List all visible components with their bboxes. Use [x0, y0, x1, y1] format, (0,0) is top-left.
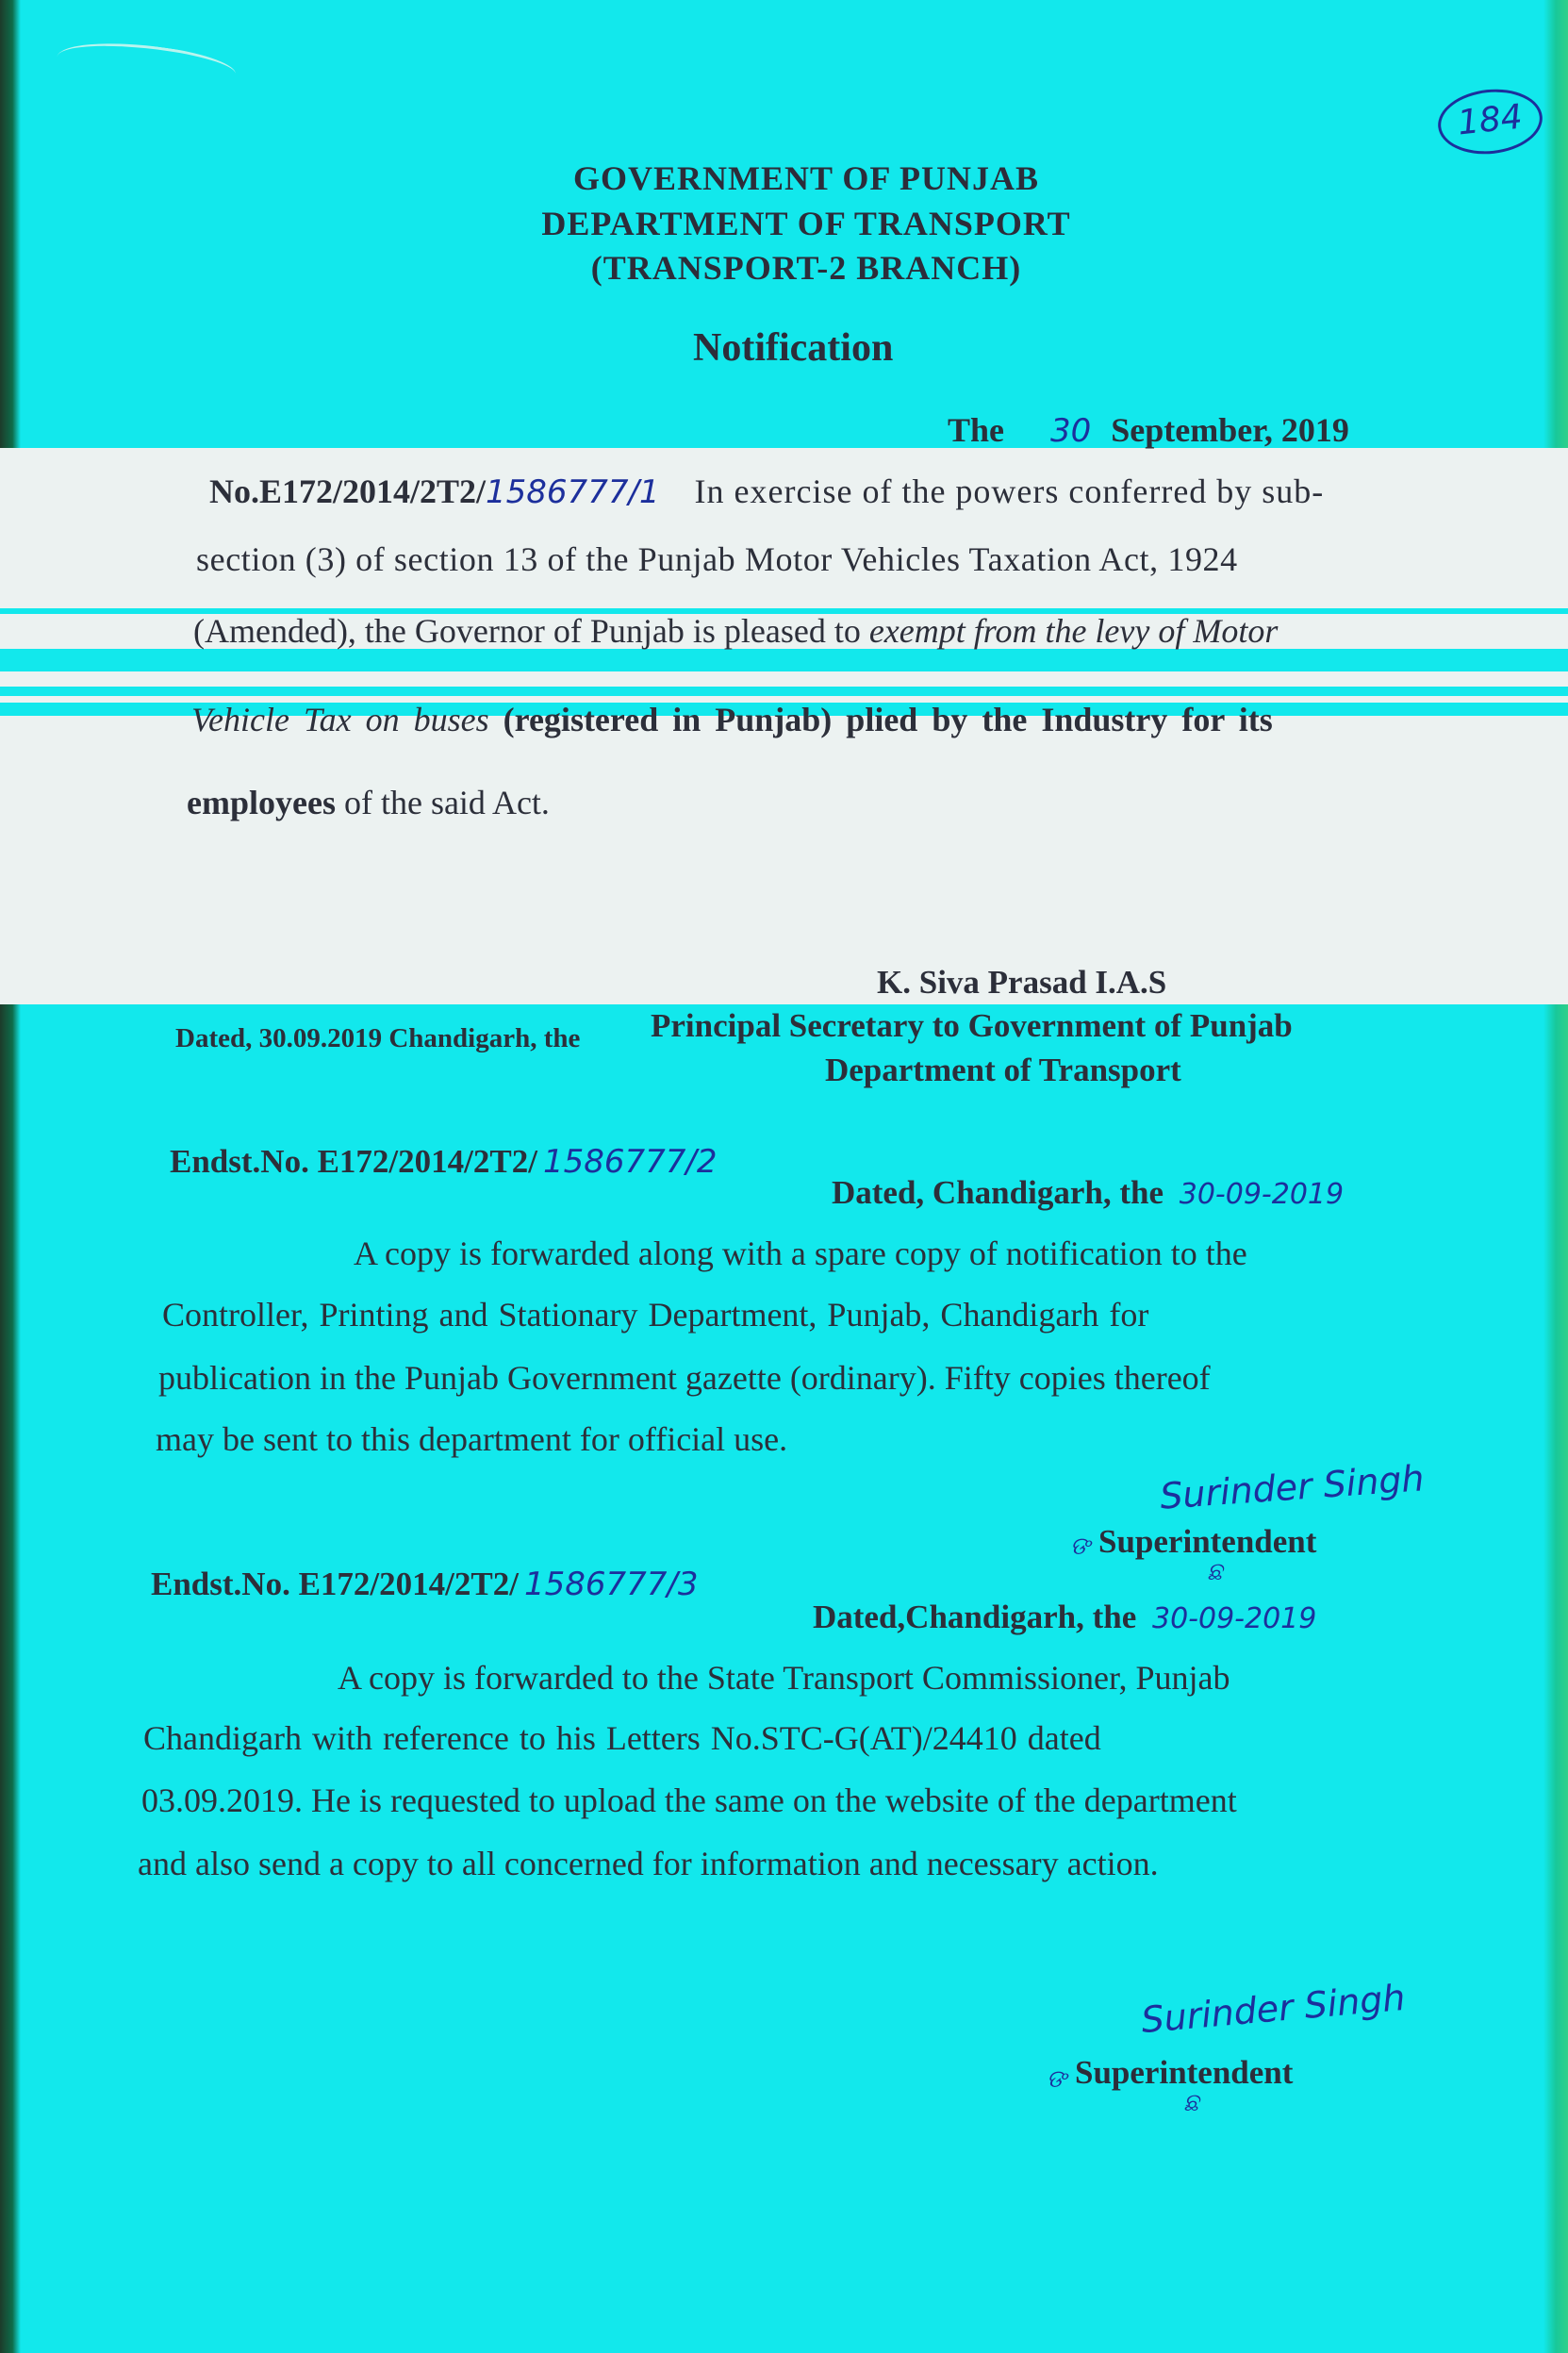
notification-number-handwritten: 1586777/1: [486, 473, 660, 511]
endorsement-1-dated-label: Dated, Chandigarh, the: [832, 1174, 1164, 1211]
endorsement-2-dated-line: [813, 1599, 1316, 1636]
endorsement-2-number: Endst.No. E172/2014/2T2/: [151, 1566, 519, 1602]
body-text-italic: exempt from the levy of Motor: [868, 612, 1279, 650]
date-month-year: September, 2019: [1111, 411, 1349, 449]
endorsement-1-dated-line: [832, 1174, 1344, 1212]
body-text-italic: Vehicle Tax on buses: [191, 701, 503, 738]
scan-stripe: [0, 687, 1568, 696]
notification-line-2: section (3) of section 13 of the Punjab Motor Vehicles Taxation Act, 1924: [196, 540, 1238, 578]
header-government: GOVERNMENT OF PUNJAB: [572, 159, 1039, 197]
notification-line-3: [193, 611, 1278, 651]
scan-right-edge: [1543, 0, 1568, 2353]
superintendent-1-title: Superintendent: [1098, 1523, 1317, 1560]
date-line: [948, 410, 1349, 450]
endorsement-2-date-handwritten: 30-09-2019: [1151, 1602, 1317, 1635]
date-prefix: The: [948, 411, 1005, 449]
endorsement-2-line-4: and also send a copy to all concerned for information and necessary action.: [138, 1845, 1159, 1882]
endorsement-1-line-1: A copy is forwarded along with a spare copy of notification to the: [354, 1234, 1247, 1272]
body-text: (Amended), the Governor of Punjab is pleased to: [193, 612, 869, 650]
endorsement-2-number-handwritten: 1586777/3: [523, 1566, 699, 1603]
notification-line-4: [191, 700, 1273, 739]
initial-mark-icon: ଙ: [1070, 1533, 1091, 1561]
signatory-name: K. Siva Prasad I.A.S: [877, 964, 1167, 1001]
initial-mark-icon: ଛ: [1207, 1558, 1223, 1586]
binding-thread: [55, 33, 238, 98]
body-text-bold: employees: [187, 784, 336, 821]
header-branch: (TRANSPORT-2 BRANCH): [590, 249, 1022, 287]
notification-number: No.E172/2014/2T2/: [209, 472, 487, 510]
endorsement-2-line-3: 03.09.2019. He is requested to upload the same on the website of the department: [141, 1781, 1237, 1819]
endorsement-1-line-3: publication in the Punjab Government gazette (ordinary). Fifty copies thereof: [158, 1359, 1211, 1397]
endorsement-1-date-handwritten: 30-09-2019: [1179, 1178, 1345, 1211]
body-text-bold: (registered in Punjab) plied by the Industry for its: [503, 701, 1273, 738]
notification-line-1: [209, 472, 1324, 511]
endorsement-1-number-line: [170, 1143, 717, 1181]
signatory-department: Department of Transport: [825, 1052, 1181, 1088]
endorsement-2-line-2: Chandigarh with reference to his Letters No.STC-G(AT)/24410 dated: [143, 1719, 1101, 1757]
scan-stripe: [0, 649, 1568, 671]
endorsement-1-number-handwritten: 1586777/2: [542, 1143, 718, 1181]
body-text: of the said Act.: [335, 784, 550, 821]
dated-place: Dated, 30.09.2019 Chandigarh, the: [175, 1023, 581, 1053]
endorsement-2-dated-label: Dated,Chandigarh, the: [813, 1599, 1137, 1635]
document-title: Notification: [693, 326, 894, 370]
endorsement-2-number-line: [151, 1566, 698, 1603]
signature-2: Surinder Singh: [1139, 1976, 1408, 2042]
scan-left-edge: [0, 0, 21, 2353]
endorsement-1-number: Endst.No. E172/2014/2T2/: [170, 1143, 537, 1180]
endorsement-2-line-1: A copy is forwarded to the State Transport Commissioner, Punjab: [338, 1659, 1230, 1697]
notification-line-5: [187, 783, 550, 822]
initial-mark-icon: ଛ: [1183, 2089, 1199, 2117]
date-day-handwritten: 30: [1050, 412, 1092, 450]
signatory-designation: Principal Secretary to Government of Punjab: [651, 1007, 1293, 1044]
header-department: DEPARTMENT OF TRANSPORT: [541, 205, 1071, 242]
body-text: In exercise of the powers conferred by sub-: [694, 472, 1325, 510]
endorsement-1-line-4: may be sent to this department for official use.: [156, 1420, 788, 1458]
endorsement-1-line-2: Controller, Printing and Stationary Department, Punjab, Chandigarh for: [162, 1296, 1149, 1334]
signature-1: Surinder Singh: [1158, 1457, 1426, 1517]
initial-mark-icon: ଙ: [1047, 2065, 1067, 2094]
superintendent-2-title: Superintendent: [1075, 2054, 1294, 2091]
page-number-handwritten: 184: [1435, 84, 1545, 158]
